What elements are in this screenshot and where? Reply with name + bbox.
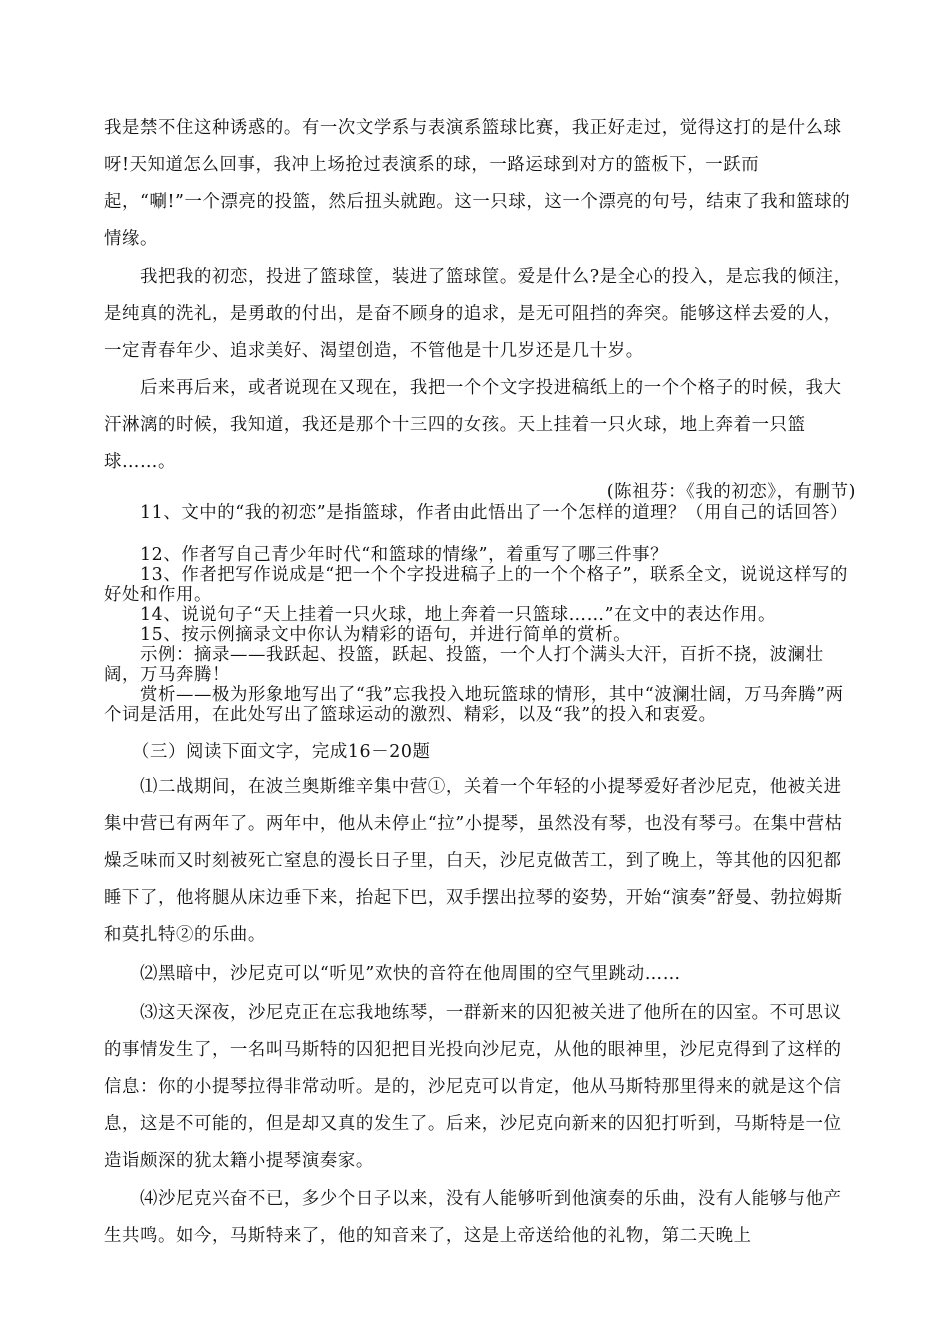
section-three-paragraph-2: ⑵黑暗中，沙尼克可以“听见”欢快的音符在他周围的空气里跳动…… [140, 964, 681, 984]
section-three-paragraph-1: ⑴二战期间，在波兰奥斯维辛集中营①，关着一个年轻的小提琴爱好者沙尼克，他被关进集中营已有两年了。两年中，他从未停止“拉”小提琴，虽然没有琴，也没有琴弓。在集中营枯燥乏味而又时刻被死亡窒息的漫长日子里，白天，沙尼克做苦工，到了晚上，等其他的囚犯都睡下了，他将腿从床边垂下来，抬起下巴，双手摆出拉琴的姿势，开始“演奏”舒曼、勃拉姆斯和莫扎特②的乐曲。 [104, 777, 843, 945]
question-15-analysis: 赏析——极为形象地写出了“我”忘我投入地玩篮球的情形，其中“波澜壮阔，万马奔腾”两个词是活用，在此处写出了篮球运动的激烈、精彩，以及“我”的投入和衷爱。 [104, 685, 844, 725]
passage-paragraph-1: 我是禁不住这种诱惑的。有一次文学系与表演系篮球比赛，我正好走过，觉得这打的是什么球呀!天知道怎么回事，我冲上场抢过表演系的球，一路运球到对方的篮板下，一跃而起，“唰!”一个漂亮的投篮，然后扭头就跑。这一只球，这一个漂亮的句号，结束了我和篮球的情缘。 [104, 118, 851, 249]
question-13: 13、作者把写作说成是“把一个个字投进稿子上的一个个格子”，联系全文，说说这样写的好处和作用。 [104, 565, 848, 605]
question-11: 11、文中的“我的初恋”是指篮球，作者由此悟出了一个怎样的道理？（用自己的话回答） [140, 503, 848, 523]
question-12: 12、作者写自己青少年时代“和篮球的情缘”，着重写了哪三件事？ [140, 545, 669, 565]
section-three-paragraph-3: ⑶这天深夜，沙尼克正在忘我地练琴，一群新来的囚犯被关进了他所在的囚室。不可思议的事情发生了，一名叫马斯特的囚犯把目光投向沙尼克，从他的眼神里，沙尼克得到了这样的信息：你的小提琴拉得非常动听。是的，沙尼克可以肯定，他从马斯特那里得来的就是这个信息，这是不可能的，但是却又真的发生了。后来，沙尼克向新来的囚犯打听到，马斯特是一位造诣颇深的犹太籍小提琴演奏家。 [104, 1003, 842, 1171]
question-15-example: 示例：摘录——我跃起、投篮，跃起、投篮，一个人打个满头大汗，百折不挠，波澜壮阔，万马奔腾！ [104, 645, 824, 685]
section-three-paragraph-4: ⑷沙尼克兴奋不已，多少个日子以来，没有人能够听到他演奏的乐曲，没有人能够与他产生共鸣。如今，马斯特来了，他的知音来了，这是上帝送给他的礼物，第二天晚上 [104, 1189, 842, 1246]
passage-paragraph-2: 我把我的初恋，投进了篮球筐，装进了篮球筐。爱是什么?是全心的投入，是忘我的倾注，是纯真的洗礼，是勇敢的付出，是奋不顾身的追求，是无可阻挡的奔突。能够这样去爱的人，一定青春年少、追求美好、渴望创造，不管他是十几岁还是几十岁。 [104, 267, 852, 361]
question-14: 14、说说句子“天上挂着一只火球，地上奔着一只篮球……”在文中的表达作用。 [140, 605, 777, 625]
section-three-heading: （三）阅读下面文字，完成16－20题 [132, 742, 431, 762]
question-15: 15、按示例摘录文中你认为精彩的语句，并进行简单的赏析。 [140, 625, 632, 645]
passage-citation: (陈祖芬：《我的初恋》，有删节) [606, 482, 856, 502]
passage-paragraph-3: 后来再后来，或者说现在又现在，我把一个个文字投进稿纸上的一个个格子的时候，我大汗淋漓的时候，我知道，我还是那个十三四的女孩。天上挂着一只火球，地上奔着一只篮球……。 [104, 378, 842, 472]
